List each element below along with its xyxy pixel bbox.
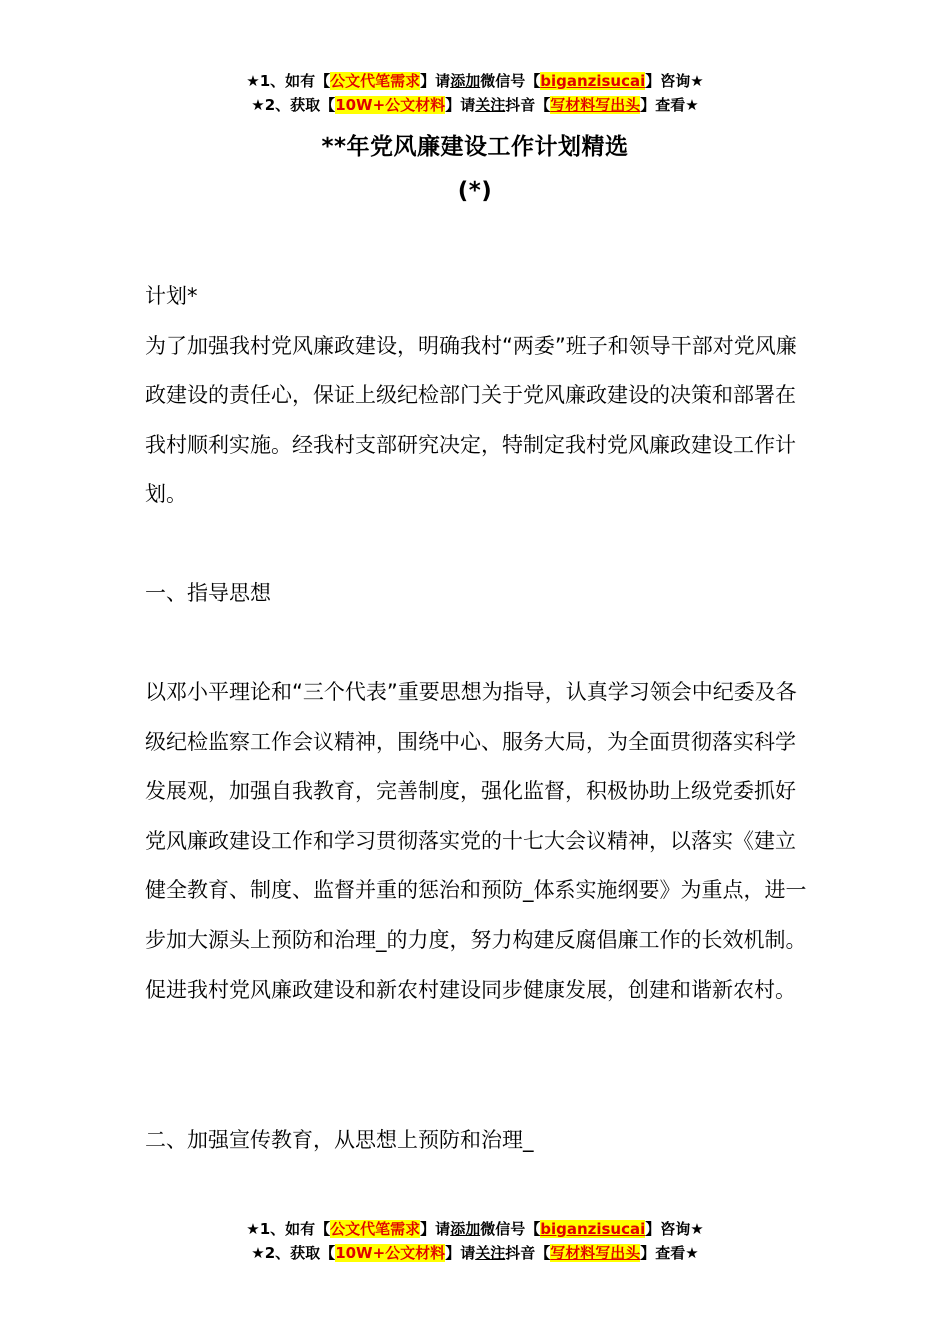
banner-text: ★2、获取【 <box>251 1244 336 1262</box>
banner-line-2 <box>0 93 950 117</box>
highlight-materials: 10W+公文材料 <box>335 1244 446 1262</box>
highlight-wechat-id: biganzisucai <box>540 1220 646 1238</box>
section-paragraph: 以邓小平理论和“三个代表”重要思想为指导，认真学习领会中纪委及各级纪检监察工作会议精神，围绕中心、服务大局，为全面贯彻落实科学发展观，加强自我教育，完善制度，强化监督，积极协助上级党委抓好党风廉政建设工作和学习贯彻落实党的十七大会议精神，以落实《建立健全教育、制度、监督并重的惩治和预防_体系实施纲要》为重点，进一步加大源头上预防和治理_的力度，努力构建反腐倡廉工作的长效机制。促进我村党风廉政建设和新农村建设同步健康发展，创建和谐新农村。 <box>145 680 807 1002</box>
banner-text: 抖音【 <box>505 1244 551 1262</box>
section-heading: 一、指导思想 <box>145 581 271 605</box>
highlight-materials: 10W+公文材料 <box>335 96 446 114</box>
document-subtitle: (*) <box>457 178 493 204</box>
highlight-service: 公文代笔需求 <box>330 72 421 90</box>
banner-text: 抖音【 <box>505 96 551 114</box>
banner-text: 微信号【 <box>480 1220 541 1238</box>
highlight-wechat-id: biganzisucai <box>540 72 646 90</box>
banner-text: 】请 <box>445 1244 476 1262</box>
section-heading: 二、加强宣传教育，从思想上预防和治理_ <box>145 1128 534 1152</box>
intro-paragraph: 为了加强我村党风廉政建设，明确我村“两委”班子和领导干部对党风廉政建设的责任心，保证上级纪检部门关于党风廉政建设的决策和部署在我村顺利实施。经我村支部研究决定，特制定我村党风廉政建设工作计划。 <box>145 333 797 507</box>
highlight-douyin-id: 写材料写出头 <box>550 96 641 114</box>
banner-text: ★1、如有【 <box>246 1220 331 1238</box>
banner-text: ★2、获取【 <box>251 96 336 114</box>
highlight-service: 公文代笔需求 <box>330 1220 421 1238</box>
document-title: **年党风廉建设工作计划精选 <box>321 134 629 160</box>
banner-text: 微信号【 <box>480 72 541 90</box>
banner-text: 】请 <box>445 96 476 114</box>
banner-underlined-text: 添加 <box>450 1220 481 1238</box>
banner-underlined-text: 关注 <box>475 1244 506 1262</box>
section-2 <box>145 1116 810 1166</box>
banner-text: 】请 <box>420 72 451 90</box>
banner-underlined-text: 关注 <box>475 96 506 114</box>
section-1-body <box>145 668 810 1015</box>
document-body <box>145 272 810 520</box>
banner-line-1 <box>0 1217 950 1241</box>
banner-text: 】查看★ <box>640 96 699 114</box>
header-banner <box>0 69 950 117</box>
banner-text: ★1、如有【 <box>246 72 331 90</box>
banner-text: 】咨询★ <box>645 1220 704 1238</box>
banner-text: 】查看★ <box>640 1244 699 1262</box>
banner-underlined-text: 添加 <box>450 72 481 90</box>
banner-text: 】请 <box>420 1220 451 1238</box>
banner-text: 】咨询★ <box>645 72 704 90</box>
banner-line-1 <box>0 69 950 93</box>
footer-banner <box>0 1217 950 1265</box>
banner-line-2 <box>0 1241 950 1265</box>
highlight-douyin-id: 写材料写出头 <box>550 1244 641 1262</box>
plan-label: 计划* <box>145 284 198 308</box>
section-1 <box>145 569 810 619</box>
